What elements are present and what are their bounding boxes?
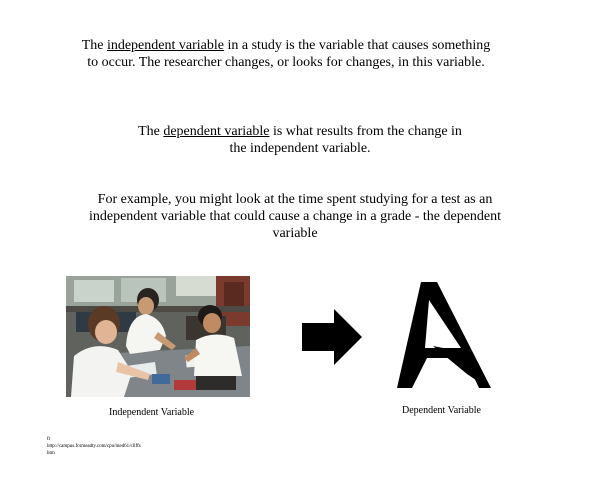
dependent-variable-caption: Dependent Variable — [402, 405, 481, 416]
source-label: fr — [47, 437, 51, 442]
students-studying-photo — [66, 276, 250, 397]
independent-post-text: in a study is the variable that causes something to occur. The researcher changes, or looks for changes, in this variable. — [87, 38, 491, 70]
independent-variable-term: independent variable — [106, 38, 224, 53]
dependent-post-text: is what results from the change in the independent variable. — [229, 124, 462, 156]
dependent-pre-text: The — [138, 124, 164, 139]
grade-letter-a-icon — [397, 282, 493, 388]
independent-variable-caption: Independent Variable — [109, 407, 195, 418]
source-url: http://campus.fcsmeadty.com/cpu/med61/cliffs — [47, 444, 141, 449]
source-suffix: htm — [47, 451, 55, 456]
right-arrow-icon — [302, 309, 362, 365]
dependent-variable-term: dependent variable — [163, 124, 270, 139]
independent-pre-text: The — [81, 38, 107, 53]
example-paragraph: For example, you might look at the time spent studying for a test as an independent variable that could cause a change in a grade - the dependent variable — [88, 192, 502, 241]
students-studying-image — [66, 276, 250, 397]
dependent-variable-definition — [130, 123, 470, 157]
independent-variable-definition — [80, 37, 492, 71]
source-citation — [47, 436, 217, 457]
